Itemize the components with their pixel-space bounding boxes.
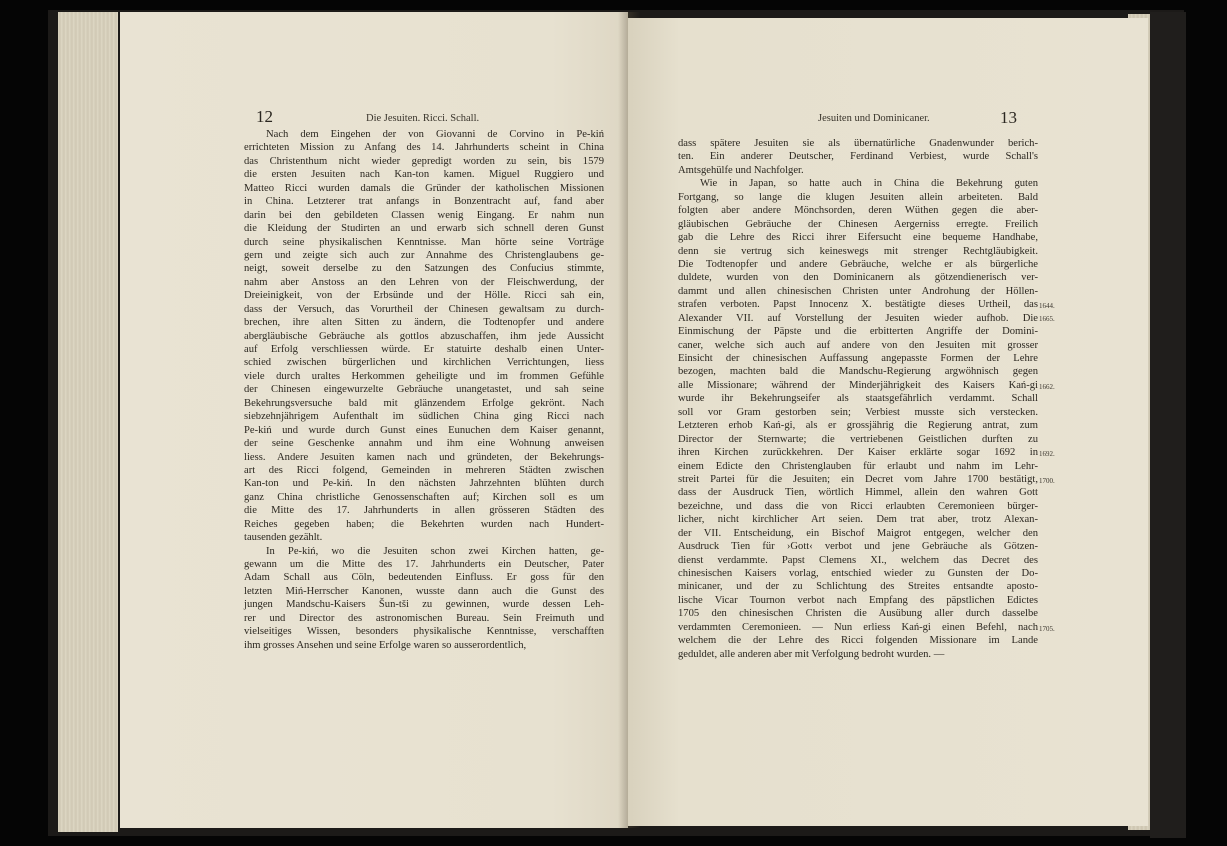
text-line: Einsicht der chinesischen Auffassung angepasste Formen der Lehre [678, 353, 1038, 364]
text-line: jungen Mandschu-Kaisers Šun-tši zu gewinnen, wurde dessen Leh- [244, 599, 604, 611]
text-line: Alexander VII. auf Vorstellung der Jesuiten wieder aufhob. Die [678, 312, 1038, 324]
text-line: caner, welche sich auch auf andere von den Jesuiten mit grosser [678, 339, 1038, 351]
text-line: Director der Sternwarte; die vertriebenen Geistlichen durften zu [678, 433, 1038, 445]
text-line: streit Partei für die Jesuiten; ein Decret vom Jahre 1700 bestätigt, [678, 473, 1038, 485]
text-line: Adam Schall aus Cöln, bedeutenden Einfluss. Er goss für den [244, 572, 604, 584]
text-line: strafen verboten. Papst Innocenz X. bestätigte dieses Urtheil, das [678, 299, 1038, 311]
text-line: einem Edicte den Christenglauben für erlaubt und nahm im Lehr- [678, 460, 1038, 472]
page-number-right: 13 [1000, 108, 1017, 127]
text-line: minicaner, und der zu Schlichtung des Streites entsandte aposto- [678, 581, 1038, 593]
text-line: chinesischen Kaisers vorlag, entschied wieder zu Gunsten der Do- [678, 568, 1038, 579]
text-line: viele durch uraltes Herkommen geheiligte und im frommen Gefühle [244, 370, 604, 382]
text-line: ganz China christliche Genossenschaften auf; Kirchen soll es um [244, 491, 604, 503]
text-line: darin bei den gebildeten Classen wenig Eingang. Er nahm nun [244, 209, 604, 221]
text-line: Wie in Japan, so hatte auch in China die Bekehrung guten [700, 178, 1038, 190]
text-line: Einmischung der Päpste und die erbitterten Angriffe der Domini- [678, 326, 1038, 338]
page-edges-left [58, 12, 118, 832]
text-line: Matteo Ricci wurden damals die Gründer der katholischen Missionen [244, 182, 604, 194]
margin-note: 1700. [1039, 477, 1055, 485]
margin-note: 1665. [1039, 315, 1055, 323]
text-line: gewann um die Mitte des 17. Jahrhunderts ein Deutscher, Pater [244, 559, 604, 570]
text-line: der Chinesen eingewurzelte Gebräuche unangetastet, und sah seine [244, 384, 604, 396]
text-line: lische Vicar Tournon verbot nach Empfang des päpstlichen Edictes [678, 594, 1038, 606]
text-line: brechen, ihre alten Sitten zu ändern, die Todtenopfer und andere [244, 317, 604, 329]
text-line: gern und zeigte sich auch zur Annahme des Christenglaubens ge- [244, 249, 604, 261]
text-line: siebzehnjährigem Aufenthalt im südlichen China ging Ricci nach [244, 411, 604, 423]
text-line: Ausdruck Tien für ›Gott‹ verbot und jene Gebräuche als Götzen- [678, 541, 1038, 553]
book-cover-right [1150, 12, 1186, 838]
right-page [628, 18, 1148, 826]
text-line: rer und Director des astronomischen Bureau. Sein Freimuth und [244, 612, 604, 624]
text-line: in China. Letzterer trat anfangs in Bonzentracht auf, fand aber [244, 196, 604, 208]
margin-note: 1692. [1039, 450, 1055, 458]
text-line: 1705 den chinesischen Christen die Ausübung aller durch dasselbe [678, 608, 1038, 620]
text-line: gab die Lehre des Ricci ihrer Eifersucht eine bequeme Handhabe, [678, 232, 1038, 244]
text-line: die Mitte des 17. Jahrhunderts in allen grösseren Städten des [244, 505, 604, 517]
text-line: neigt, soweit derselbe zu den Satzungen des Confucius stimmte, [244, 263, 604, 275]
text-line: Letzteren erhob Kań-gi, als er grossjährig die Regierung antrat, zum [678, 420, 1038, 432]
text-line: folgten aber andere Mönchsorden, deren Wüthen gegen die aber- [678, 205, 1038, 217]
text-line: ihren Kirchen zurückkehren. Der Kaiser erklärte sogar 1692 in [678, 447, 1038, 459]
text-line: der VII. Entscheidung, ein Bischof Maigrot entgegen, welcher den [678, 527, 1038, 539]
text-line: liess. Andere Jesuiten kamen nach und gründeten, der Bekehrungs- [244, 451, 604, 463]
text-line: Amtsgehülfe und Nachfolger. [678, 164, 804, 176]
left-page-body [244, 128, 604, 652]
text-line: ten. Ein anderer Deutscher, Ferdinand Verbiest, wurde Schall's [678, 151, 1038, 163]
text-line: die ersten Jesuiten nach Kan-ton kamen. Miguel Ruggiero und [244, 169, 604, 181]
page-number-left: 12 [256, 107, 273, 126]
text-line: gläubischen Gebräuche der Chinesen Aergerniss erregte. Freilich [678, 218, 1038, 230]
text-line: wurde ihr Bekehrungseifer als staatsgefährlich verdammt. Schall [678, 393, 1038, 405]
text-line: der seine Geschenke annahm und ihm eine Wohnung anweisen [244, 438, 604, 450]
text-line: nahm aber Anstoss an den Lehren von der Fleischwerdung, der [244, 276, 604, 288]
text-line: duldete, wurden von den Dominicanern als götzendienerisch ver- [678, 272, 1038, 284]
text-line: bezogen, machten bald die Mandschu-Regierung argwöhnisch gegen [678, 366, 1038, 378]
text-line: Kan-ton und Pe-kiń. In den nächsten Jahrzehnten blühten durch [244, 478, 604, 490]
text-line: abergläubische Gebräuche als gottlos abzuschaffen, ihm jede Aussicht [244, 330, 604, 342]
running-head-right: Jesuiten und Dominicaner. [818, 113, 930, 124]
text-line: schied zwischen bürgerlichen und kirchlichen Verrichtungen, liess [244, 357, 604, 369]
text-line: die Kleidung der Studirten an und erwarb sich schnell deren Gunst [244, 223, 604, 235]
text-line: ihm grosses Ansehen und seine Erfolge waren so ausserordentlich, [244, 639, 527, 651]
text-line: das Christenthum nicht wieder gepredigt worden zu sein, bis 1579 [244, 155, 604, 167]
text-line: dass der Ausdruck Tien, wörtlich Himmel, allein den wahren Gott [678, 487, 1038, 499]
running-head-left: Die Jesuiten. Ricci. Schall. [366, 113, 480, 124]
text-line: Bekehrungsversuche bald mit glänzendem Erfolge gekrönt. Nach [244, 397, 604, 409]
margin-note: 1705. [1039, 625, 1055, 633]
text-line: Dreieinigkeit, von der Erbsünde und der Hölle. Ricci sah ein, [244, 290, 604, 302]
text-line: geduldet, alle anderen aber mit Verfolgung bedroht wurden. — [678, 648, 945, 660]
text-line: Pe-kiń und wurde durch Gunst eines Eunuchen dem Kaiser genannt, [244, 424, 604, 436]
text-line: verdammten Ceremonieen. — Nun erliess Kań-gi einen Befehl, nach [678, 621, 1038, 633]
text-line: alle Missionare; während der Minderjährigkeit des Kaisers Kań-gi [678, 379, 1038, 391]
text-line: Reiches gegeben haben; die Bekehrten wurden nach Hundert- [244, 518, 604, 530]
text-line: auf Erfolg verschliessen würde. Er statuirte deshalb einen Unter- [244, 344, 604, 355]
text-line: soll vor Gram gestorben sein; Verbiest musste sich verstecken. [678, 406, 1038, 418]
text-line: dass der Versuch, das Vorurtheil der Chinesen gewaltsam zu durch- [244, 303, 604, 315]
text-line: bezeichne, und dass die von Ricci erlaubten Ceremonieen bürger- [678, 500, 1038, 512]
text-line: Die Todtenopfer und andere Gebräuche, welche er als bürgerliche [678, 258, 1038, 270]
text-line: Fortgang, so lange die klugen Jesuiten allein arbeiteten. Bald [678, 191, 1038, 203]
text-line: dammt und allen chinesischen Christen unter Androhung der Höllen- [678, 285, 1038, 297]
text-line: In Pe-kiń, wo die Jesuiten schon zwei Kirchen hatten, ge- [266, 545, 604, 557]
margin-note: 1644. [1039, 302, 1055, 310]
text-line: vielseitiges Wissen, besonders physikalische Kenntnisse, verschafften [244, 626, 604, 638]
text-line: dienst verdammte. Papst Clemens XI., welchem das Decret des [678, 554, 1038, 566]
text-line: art des Ricci folgend, Gemeinden in mehreren Städten zwischen [244, 464, 604, 476]
text-line: denn sie vertrug sich keineswegs mit strenger Rechtgläubigkeit. [678, 245, 1038, 257]
text-line: letzten Miń-Herrscher Kanonen, wusste dann auch die Gunst des [244, 585, 604, 597]
text-line: Nach dem Eingehen der von Giovanni de Corvino in Pe-kiń [266, 129, 604, 140]
text-line: tausenden gezählt. [244, 532, 323, 544]
left-page [120, 12, 628, 828]
text-line: licher, nicht kirchlicher Art seien. Dem trat aber, trotz Alexan- [678, 514, 1038, 526]
text-line: welchem die der Lehre des Ricci folgenden Missionare im Lande [678, 635, 1038, 647]
text-line: durch seine physikalischen Kenntnisse. Man hörte seine Vorträge [244, 236, 604, 248]
margin-note: 1662. [1039, 383, 1055, 391]
text-line: errichteten Mission zu Anfang des 14. Jahrhunderts scheint in China [244, 142, 604, 154]
right-page-body [678, 137, 1038, 661]
text-line: dass spätere Jesuiten sie als übernatürliche Gnadenwunder berich- [678, 138, 1038, 149]
